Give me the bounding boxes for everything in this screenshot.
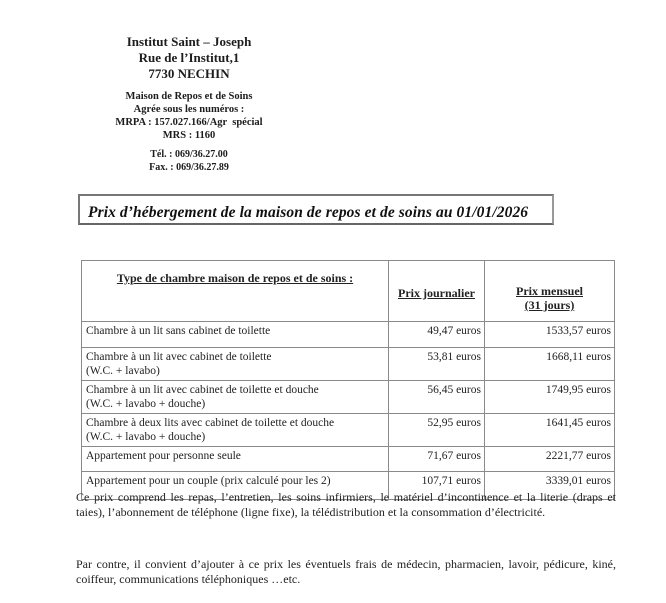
letterhead <box>84 0 294 174</box>
table-row <box>82 381 615 414</box>
fax-number: Fax. : 069/36.27.89 <box>149 162 229 173</box>
room-type-text: Chambre à un lit avec cabinet de toilette et douche <box>86 384 319 396</box>
institution-city: 7730 NECHIN <box>148 66 230 81</box>
room-type-text: Appartement pour un couple (prix calculé pour les 2) <box>86 475 331 487</box>
mrpa-number: MRPA : 157.027.166/Agr spécial <box>115 117 263 128</box>
price-table <box>81 260 615 500</box>
phone-number: Tél. : 069/36.27.00 <box>150 149 228 160</box>
room-type-cell <box>82 447 389 472</box>
monthly-price-cell: 1641,45 euros <box>485 414 615 447</box>
page-title: Prix d’hébergement de la maison de repos et de soins au 01/01/2026 <box>88 204 529 221</box>
header-monthly-line1: Prix mensuel <box>516 284 583 298</box>
mrs-number: MRS : 1160 <box>162 130 216 141</box>
daily-price-cell: 71,67 euros <box>389 447 485 472</box>
room-type-text: Chambre à un lit avec cabinet de toilette <box>86 351 272 363</box>
room-type-cell <box>82 322 389 348</box>
room-type-detail: (W.C. + lavabo + douche) <box>86 398 206 410</box>
table-row <box>82 414 615 447</box>
monthly-price-cell: 2221,77 euros <box>485 447 615 472</box>
included-services-paragraph: Ce prix comprend les repas, l’entretien, les soins infirmiers, le matériel d’incontinence et la literie (draps et taies), l’abonnement de téléphone (ligne fixe), la télédistribution et la consommation d’électricité. <box>76 490 616 519</box>
room-type-detail: (W.C. + lavabo) <box>86 365 160 377</box>
monthly-price-cell: 1533,57 euros <box>485 322 615 348</box>
header-monthly-price <box>485 261 615 322</box>
room-type-cell <box>82 381 389 414</box>
table-header-row <box>82 261 615 322</box>
monthly-price-cell: 1749,95 euros <box>485 381 615 414</box>
table-row <box>82 348 615 381</box>
header-room-type: Type de chambre maison de repos et de soins : <box>82 261 389 322</box>
institution-street: Rue de l’Institut,1 <box>138 50 240 65</box>
room-type-detail: (W.C. + lavabo + douche) <box>86 431 206 443</box>
approval-label: Agrée sous les numéros : <box>133 104 245 115</box>
daily-price-cell: 56,45 euros <box>389 381 485 414</box>
header-monthly-line2: (31 jours) <box>524 298 575 312</box>
room-type-cell <box>82 348 389 381</box>
institution-name: Institut Saint – Joseph <box>126 34 252 49</box>
daily-price-cell: 49,47 euros <box>389 322 485 348</box>
institution-type: Maison de Repos et de Soins <box>125 91 253 102</box>
daily-price-cell: 52,95 euros <box>389 414 485 447</box>
room-type-text: Chambre à deux lits avec cabinet de toilette et douche <box>86 417 335 429</box>
room-type-text: Appartement pour personne seule <box>86 450 241 462</box>
extra-costs-paragraph: Par contre, il convient d’ajouter à ce prix les éventuels frais de médecin, pharmacien, lavoir, pédicure, kiné, coiffeur, communications téléphoniques …etc. <box>76 557 616 586</box>
daily-price-cell: 53,81 euros <box>389 348 485 381</box>
room-type-text: Chambre à un lit sans cabinet de toilette <box>86 325 271 337</box>
monthly-price-cell: 3339,01 euros <box>485 472 615 500</box>
header-daily-price: Prix journalier <box>389 261 485 322</box>
monthly-price-cell: 1668,11 euros <box>485 348 615 381</box>
room-type-cell <box>82 414 389 447</box>
table-row <box>82 322 615 348</box>
table-row <box>82 447 615 472</box>
daily-price-cell: 107,71 euros <box>389 472 485 500</box>
